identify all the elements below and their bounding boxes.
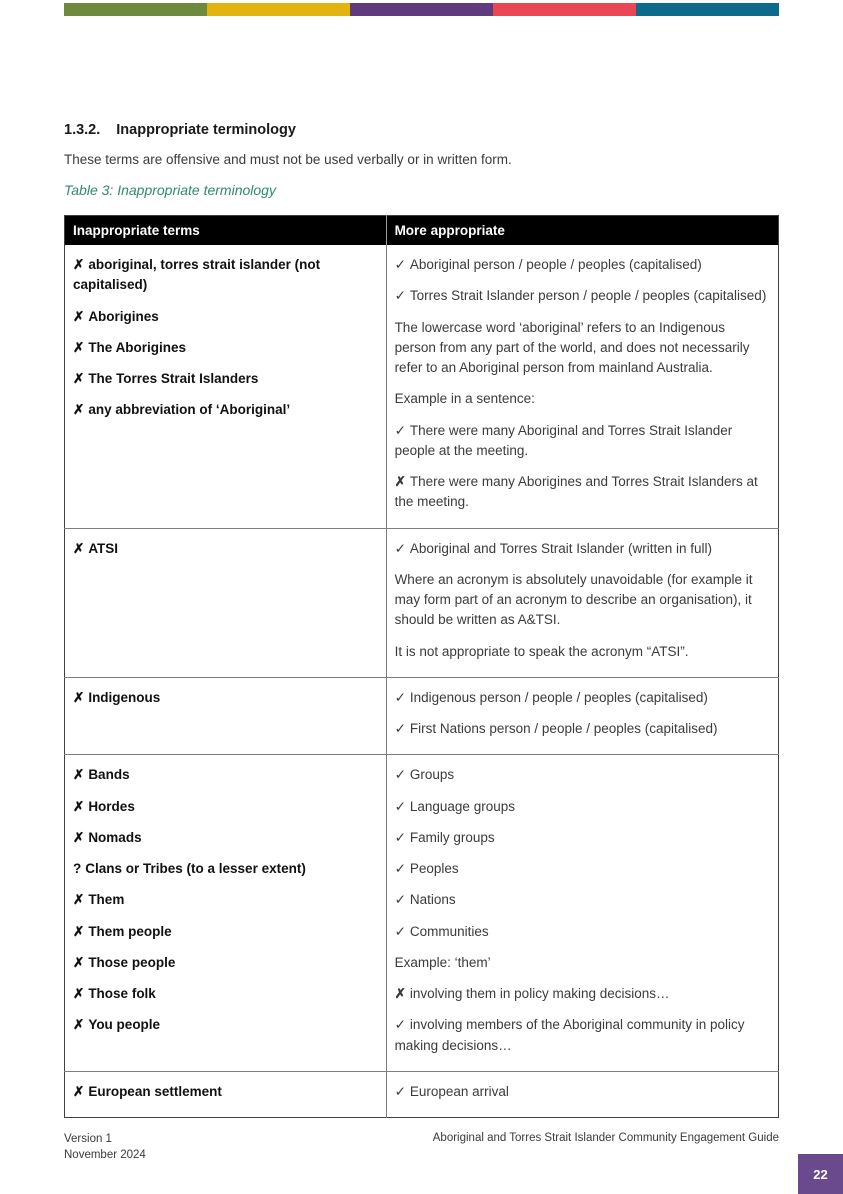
cell-inappropriate-terms xyxy=(65,677,387,755)
term-text: involving them in policy making decisions… xyxy=(409,986,670,1001)
term-item xyxy=(73,338,376,358)
cross-icon: ✗ xyxy=(394,474,406,489)
check-icon: ✓ xyxy=(394,721,406,736)
term-item xyxy=(73,859,376,879)
terminology-table xyxy=(64,215,779,1118)
footer-document-title: Aboriginal and Torres Strait Islander Community Engagement Guide xyxy=(432,1132,779,1144)
question-mark: ? xyxy=(73,861,82,876)
check-icon: ✓ xyxy=(394,689,406,705)
term-item xyxy=(395,389,768,409)
term-text: Nomads xyxy=(88,829,142,845)
term-text: Communities xyxy=(409,923,489,939)
term-item xyxy=(395,953,768,973)
term-item xyxy=(395,688,768,708)
cross-icon: ✗ xyxy=(73,829,85,845)
term-item xyxy=(73,369,376,389)
top-bar-segment-teal xyxy=(636,3,779,16)
term-item xyxy=(395,890,768,910)
term-text: Family groups xyxy=(409,829,495,845)
check-icon: ✓ xyxy=(394,923,406,939)
table-row xyxy=(65,1071,779,1117)
term-text: You people xyxy=(88,1017,161,1033)
cross-icon: ✗ xyxy=(73,798,85,814)
term-text: Example in a sentence: xyxy=(394,391,535,407)
table-row xyxy=(65,677,779,755)
term-text: Indigenous person / people / peoples (capitalised) xyxy=(409,689,708,705)
term-item xyxy=(73,765,376,785)
term-item xyxy=(395,797,768,817)
term-text: Hordes xyxy=(88,798,135,814)
term-item xyxy=(73,922,376,942)
term-item xyxy=(73,255,376,296)
cross-icon: ✗ xyxy=(73,257,85,272)
term-text: Nations xyxy=(409,892,456,908)
footer-version xyxy=(64,1132,146,1163)
term-item xyxy=(395,859,768,879)
term-item xyxy=(73,890,376,910)
term-text: Them people xyxy=(88,923,172,939)
term-item xyxy=(395,828,768,848)
header-inappropriate-terms: Inappropriate terms xyxy=(65,216,387,246)
term-item xyxy=(395,318,768,379)
check-icon: ✓ xyxy=(394,1083,406,1099)
top-color-bar xyxy=(64,3,779,16)
term-text: Torres Strait Islander person / people / peoples (capitalised) xyxy=(409,288,767,304)
cell-more-appropriate xyxy=(386,1071,778,1117)
term-text: European arrival xyxy=(409,1083,509,1099)
term-text: European settlement xyxy=(88,1083,222,1099)
top-bar-segment-red xyxy=(493,3,636,16)
term-item xyxy=(395,1082,768,1102)
footer-version-line: Version 1 xyxy=(64,1133,112,1145)
table-header-row xyxy=(65,216,779,246)
term-item xyxy=(73,797,376,817)
cross-icon: ✗ xyxy=(73,1083,85,1099)
term-item xyxy=(73,539,376,559)
term-item xyxy=(73,688,376,708)
header-more-appropriate: More appropriate xyxy=(386,216,778,246)
term-item xyxy=(395,539,768,559)
cell-more-appropriate xyxy=(386,528,778,677)
check-icon: ✓ xyxy=(394,892,406,908)
term-text: Where an acronym is absolutely unavoidable (for example it may form part of an acronym to describe an organisation), it should be written as A&TSI. xyxy=(394,571,753,628)
cell-more-appropriate xyxy=(386,677,778,755)
term-text: Those folk xyxy=(88,986,156,1001)
table-row xyxy=(65,245,779,528)
term-item xyxy=(73,953,376,973)
cross-icon: ✗ xyxy=(73,923,85,939)
check-icon: ✓ xyxy=(394,798,406,814)
term-item xyxy=(73,1082,376,1102)
table-caption: Table 3: Inappropriate terminology xyxy=(64,182,276,198)
cell-more-appropriate xyxy=(386,755,778,1072)
term-text: Peoples xyxy=(409,861,459,876)
section-number: 1.3.2. xyxy=(64,122,101,138)
term-item xyxy=(395,642,768,662)
term-text: Groups xyxy=(409,767,455,783)
footer-date-line: November 2024 xyxy=(64,1148,146,1161)
term-item xyxy=(73,307,376,327)
cross-icon: ✗ xyxy=(73,892,85,908)
term-item xyxy=(73,1015,376,1035)
term-item xyxy=(73,984,376,1004)
cross-icon: ✗ xyxy=(73,767,85,783)
check-icon: ✓ xyxy=(394,861,406,876)
table-row xyxy=(65,755,779,1072)
term-item xyxy=(73,400,376,420)
term-text: Aborigines xyxy=(88,308,159,324)
term-text: Aboriginal and Torres Strait Islander (written in full) xyxy=(409,540,713,556)
term-text: Bands xyxy=(88,767,130,783)
cross-icon: ✗ xyxy=(73,371,85,386)
term-text: The Aborigines xyxy=(88,339,187,355)
cell-inappropriate-terms xyxy=(65,528,387,677)
term-text: Them xyxy=(88,892,125,908)
term-text: any abbreviation of ‘Aboriginal’ xyxy=(88,402,291,418)
term-item xyxy=(395,719,768,739)
term-text: It is not appropriate to speak the acronym “ATSI”. xyxy=(394,643,689,659)
term-item xyxy=(73,828,376,848)
top-bar-segment-yellow xyxy=(207,3,350,16)
term-item xyxy=(395,1015,768,1056)
section-title: Inappropriate terminology xyxy=(116,122,296,138)
term-text: ATSI xyxy=(88,540,119,556)
cell-inappropriate-terms xyxy=(65,1071,387,1117)
cross-icon: ✗ xyxy=(73,986,85,1001)
check-icon: ✓ xyxy=(394,829,406,845)
cross-icon: ✗ xyxy=(394,986,406,1001)
top-bar-segment-green xyxy=(64,3,207,16)
term-text: Clans or Tribes (to a lesser extent) xyxy=(85,861,306,876)
term-item xyxy=(395,255,768,275)
cross-icon: ✗ xyxy=(73,689,85,705)
page-number-badge: 22 xyxy=(798,1154,843,1194)
term-text: There were many Aboriginal and Torres Strait Islander people at the meeting. xyxy=(394,422,733,458)
top-bar-segment-purple xyxy=(350,3,493,16)
cross-icon: ✗ xyxy=(73,540,85,556)
term-item xyxy=(395,984,768,1004)
term-item xyxy=(395,472,768,513)
intro-paragraph: These terms are offensive and must not be used verbally or in written form. xyxy=(64,152,512,167)
term-text: First Nations person / people / peoples (capitalised) xyxy=(409,721,718,736)
check-icon: ✓ xyxy=(394,288,406,304)
check-icon: ✓ xyxy=(394,1017,406,1033)
term-item xyxy=(395,570,768,631)
cross-icon: ✗ xyxy=(73,402,85,418)
term-item xyxy=(395,922,768,942)
cross-icon: ✗ xyxy=(73,954,85,970)
term-text: There were many Aborigines and Torres Strait Islanders at the meeting. xyxy=(394,474,758,510)
term-text: Aboriginal person / people / peoples (capitalised) xyxy=(409,257,702,272)
cross-icon: ✗ xyxy=(73,308,85,324)
term-text: Example: ‘them’ xyxy=(394,954,491,970)
section-heading xyxy=(64,122,296,138)
cell-inappropriate-terms xyxy=(65,755,387,1072)
check-icon: ✓ xyxy=(394,257,406,272)
check-icon: ✓ xyxy=(394,422,406,438)
cell-more-appropriate xyxy=(386,245,778,528)
term-text: Those people xyxy=(88,954,176,970)
term-item xyxy=(395,286,768,306)
term-text: aboriginal, torres strait islander (not capitalised) xyxy=(73,257,321,293)
term-text: The lowercase word ‘aboriginal’ refers to an Indigenous person from any part of the world, and does not necessarily refer to an Aboriginal person from mainland Australia. xyxy=(394,319,750,375)
cell-inappropriate-terms xyxy=(65,245,387,528)
term-item xyxy=(395,421,768,462)
check-icon: ✓ xyxy=(394,767,406,783)
cross-icon: ✗ xyxy=(73,1017,85,1033)
cross-icon: ✗ xyxy=(73,339,85,355)
term-text: The Torres Strait Islanders xyxy=(88,371,259,386)
table-row xyxy=(65,528,779,677)
term-text: Indigenous xyxy=(88,689,161,705)
check-icon: ✓ xyxy=(394,540,406,556)
term-item xyxy=(395,765,768,785)
term-text: Language groups xyxy=(409,798,515,814)
term-text: involving members of the Aboriginal community in policy making decisions… xyxy=(394,1017,745,1053)
